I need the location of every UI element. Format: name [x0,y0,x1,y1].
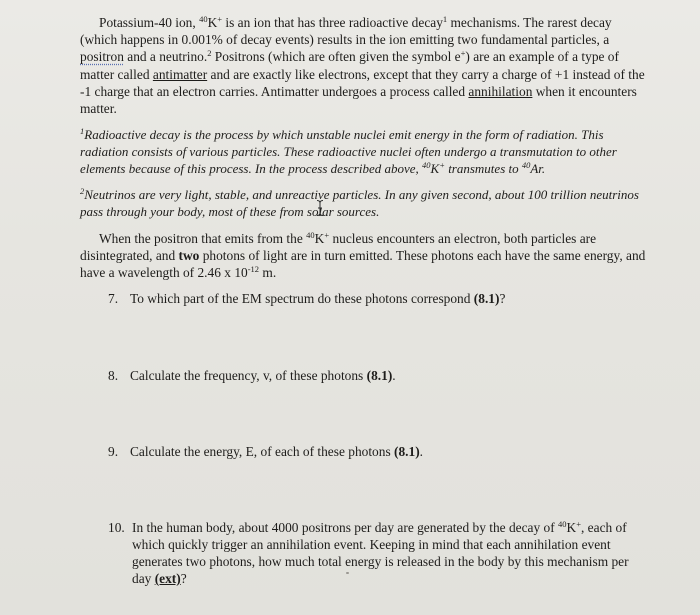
footnote-ref-1: 1 [442,14,448,24]
wavelength-exponent: -12 [247,264,260,275]
question-text: Calculate the energy, E, of each of these photons (8.1). [130,444,424,459]
question-number: 7. [108,291,119,306]
isotope-mass: 40 [199,14,208,24]
question-10 [108,519,648,587]
annihilation-term: annihilation [468,83,533,99]
intro-paragraph: Potassium-40 ion, $^{40}$K+ is an ion that has three radioactive decay$^1$ mechanisms. The rarest decay (which happens in 0.001% of decay events) results in the ion emitting two fundamental particles, a positron and a neutrino.$^2$ Positrons (which are often given the symbol e+) are an example of a type of matter called antimatter and are exactly like electrons, except that they carry a charge of +1 instead of the -1 charge that an electron carries. Antimatter undergoes a process called annihilation when it encounters matter. [80,14,645,117]
question-text: Calculate the frequency, v, of these photons (8.1). [130,368,396,383]
positron-term: positron [80,49,124,65]
question-text: In the human body, about 4000 positrons per day are generated by the decay of $^{40}$K+, each of which quickly trigger an annihilation event. Keeping in mind that each annihilation event generates two photons, how much total energy is released in the body by this mechanism per day (ext)? [132,519,629,586]
section-ref: (8.1) [366,368,393,383]
footnote-mark-1: 1 [80,126,85,136]
emphasis-two: two [178,248,200,264]
question-7 [108,290,648,307]
question-9 [108,443,648,460]
positron-paragraph: When the positron that emits from the $^{40}$K+ nucleus encounters an electron, both particles are disintegrated, and two photons of light are in turn emitted. These photons each have the same energy, and have a wavelength of 2.46 x $10^{-12}$ m. [80,230,646,281]
section-ref: (8.1) [394,444,420,459]
footnote-mark-2: 2 [80,186,85,196]
footnote-1: $^1$Radioactive decay is the process by which unstable nuclei emit energy in the form of radiation. This radiation consists of various particles. These radioactive nuclei often undergo a transmutation to other elements because of this process. In the process described above, $^{40}$K+ transmutes to $^{40}$Ar. [80,126,617,176]
text-cursor-icon [315,199,325,217]
question-text: To which part of the EM spectrum do these photons correspond (8.1)? [130,291,506,306]
question-number: 10. [108,520,125,535]
footnote-ref-2: 2 [207,48,212,59]
question-8 [108,367,648,384]
footnote-2: $^2$Neutrinos are very light, stable, and unreactive particles. In any given second, about 100 trillion neutrinos pass through your body, most of these from solar sources. [80,186,639,219]
section-ref: (ext) [154,571,181,586]
antimatter-term: antimatter [152,66,208,82]
question-number: 9. [108,444,119,459]
scan-speck [346,572,349,574]
question-number: 8. [108,368,119,383]
section-ref: (8.1) [473,291,500,306]
